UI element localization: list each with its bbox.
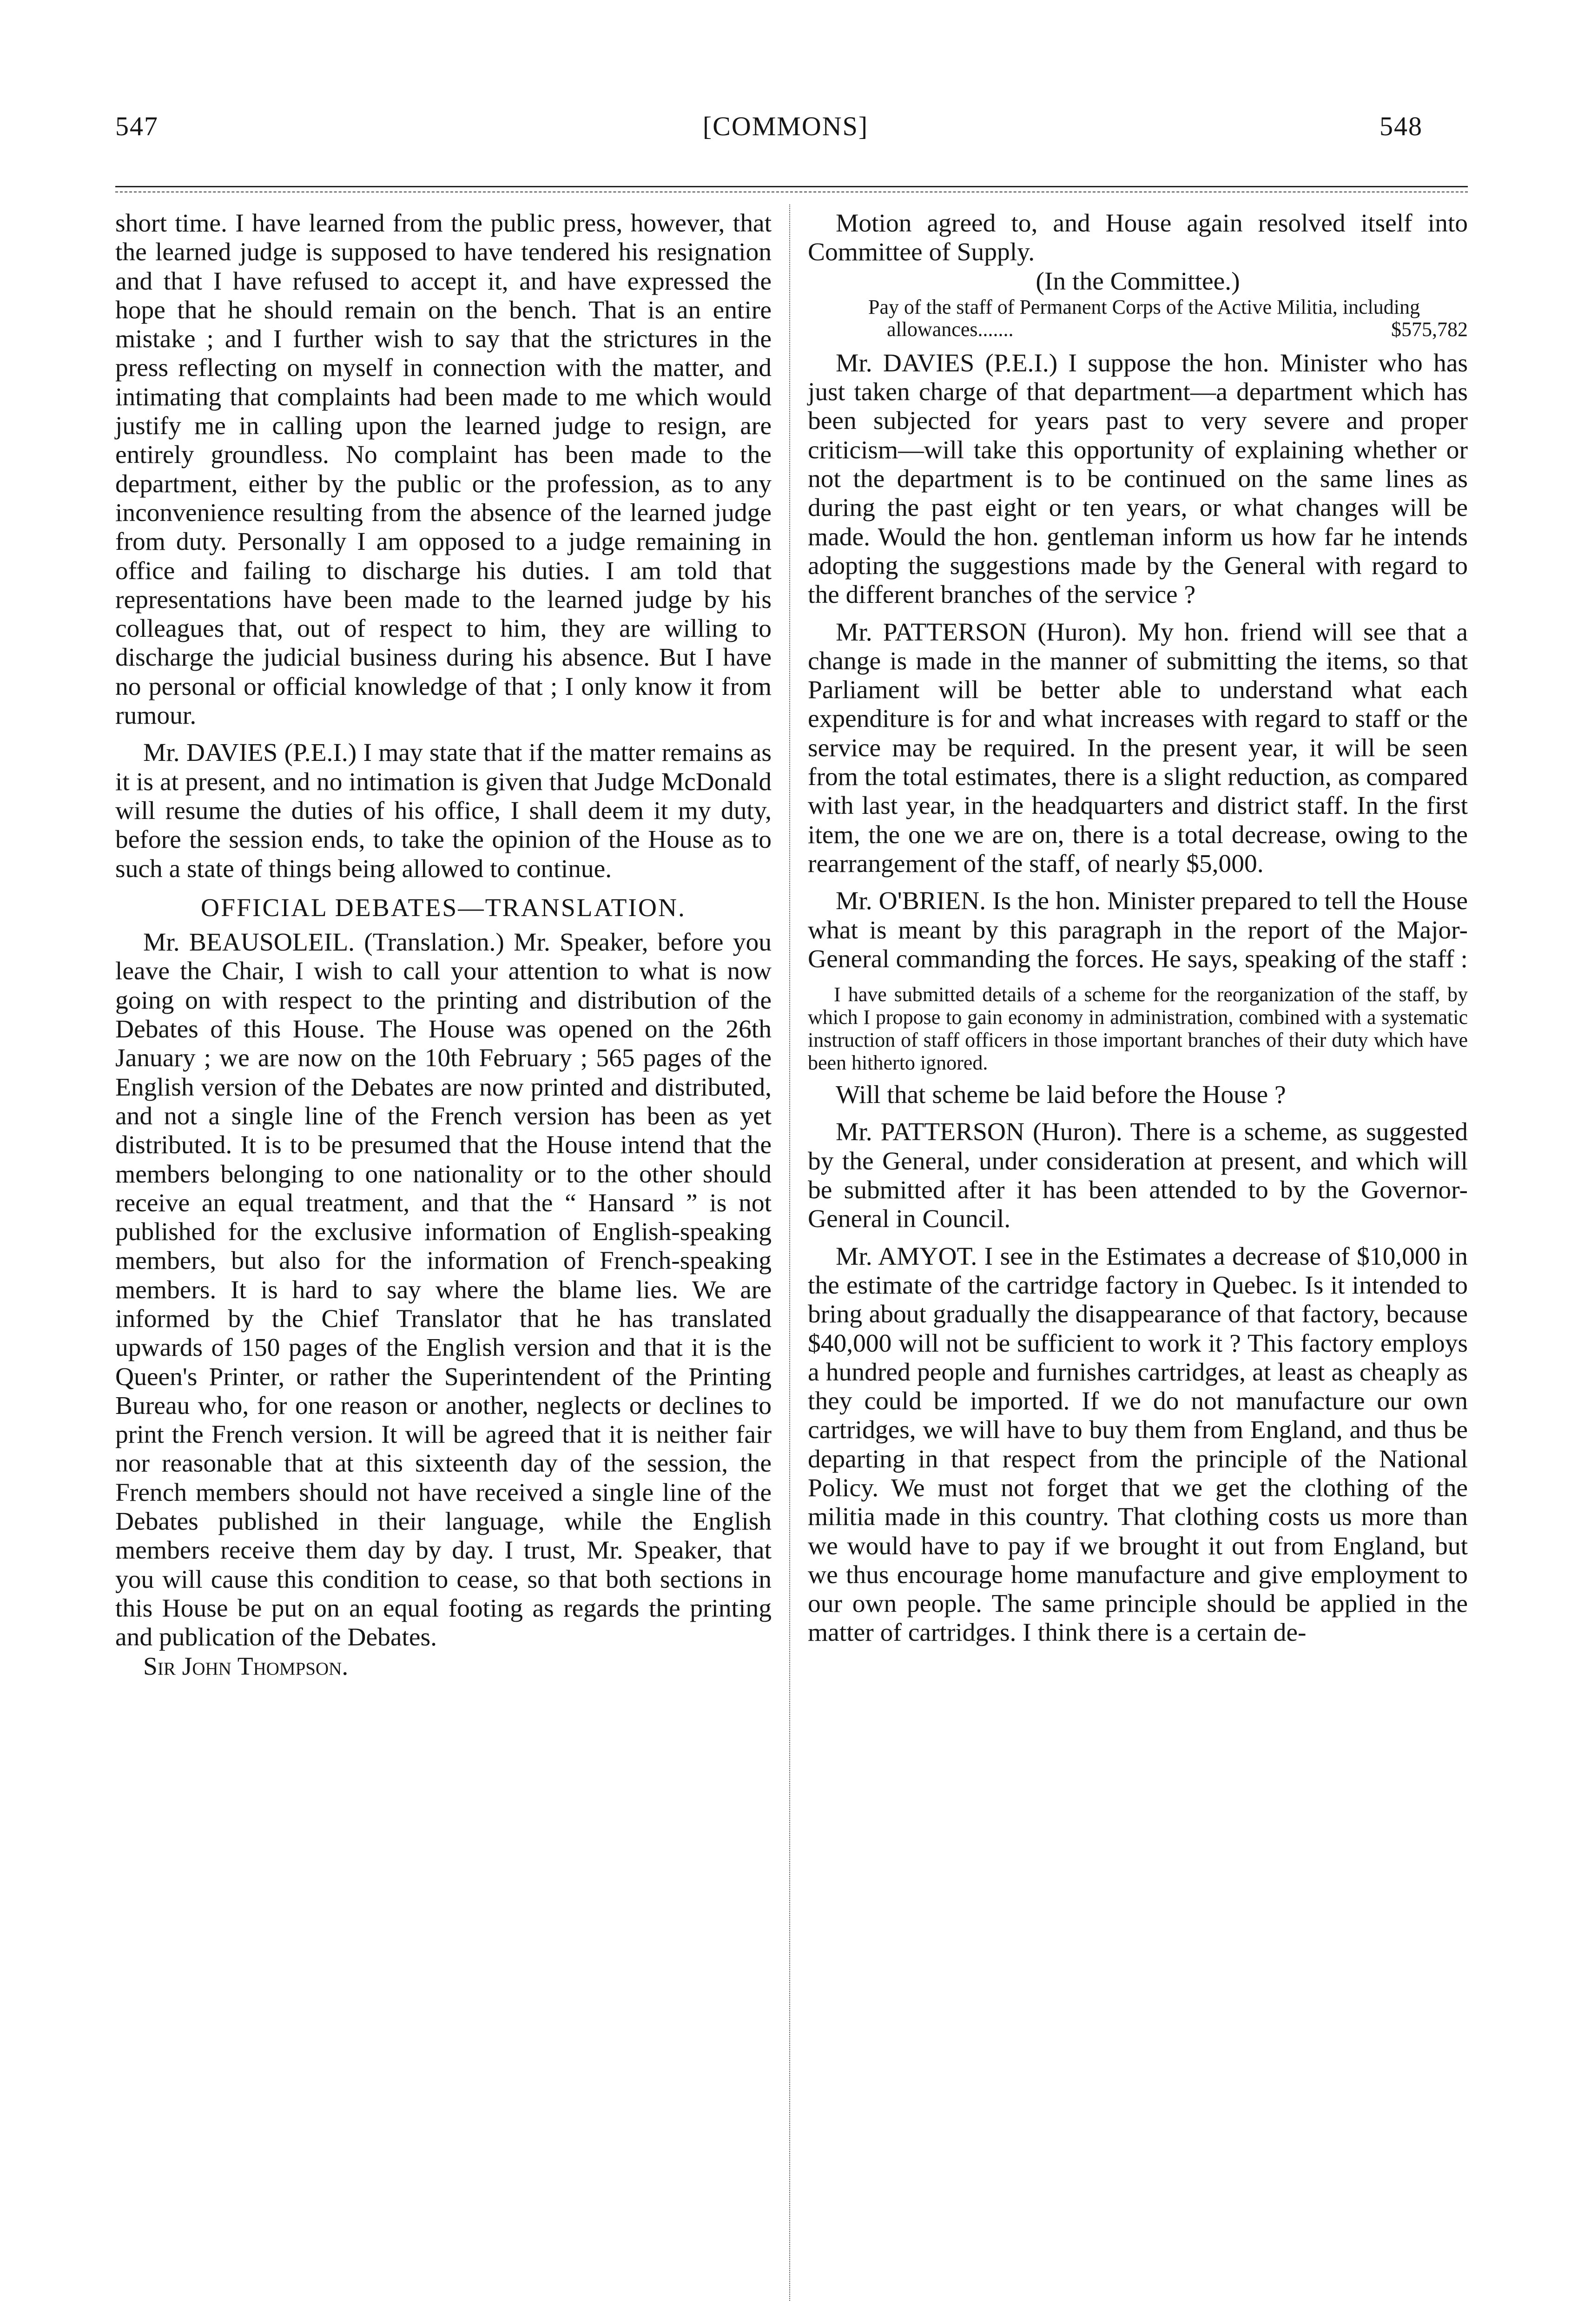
right-paragraph-3: Mr. PATTERSON (Huron). My hon. friend will see that a change is made in the manner of submitting the items, so that Parliament will be better able to understand what each expenditure is for and what increases with regard to staff or the service may be required. In the present year, it will be seen from the total estimates, there is a slight reduction, as compared with last year, in the headquarters and district staff. In the first item, the one we are on, there is a total decrease, owing to the rearrangement of the staff, of nearly $5,000. bbox=[808, 618, 1468, 878]
right-page-number: 548 bbox=[1380, 111, 1423, 141]
right-paragraph-1: Motion agreed to, and House again resolved itself into Committee of Supply. bbox=[808, 209, 1468, 267]
left-paragraph-1: short time. I have learned from the public press, however, that the learned judge is supposed to have tendered his resignation and that I have refused to accept it, and have expressed the hope that he should remain on the bench. That is an entire mistake ; and I further wish to say that the strictures in the press reflecting on myself in connection with the matter, and intimating that complaints had been made to me which would justify me in calling upon the learned judge to resign, are entirely groundless. No complaint has been made to the department, either by the public or the profession, as to any inconvenience resulting from the absence of the learned judge from duty. Personally I am opposed to a judge remaining in office and failing to discharge his duties. I am told that representations have been made to the learned judge by his colleagues that, out of respect to him, they are willing to discharge the judicial business during his absence. But I have no personal or official knowledge of that ; I only know it from rumour. bbox=[115, 209, 772, 730]
page-header bbox=[0, 111, 1571, 152]
right-paragraph-7: Mr. AMYOT. I see in the Estimates a decrease of $10,000 in the estimate of the cartridge factory in Quebec. Is it intended to bring about gradually the disappearance of that factory, because $40,000 will not be sufficient to work it ? This factory employs a hundred people and furnishes cartridges, at least as cheaply as they could be imported. If we do not manufacture our own cartridges, we will have to buy them from England, and thus be departing in that respect from the principle of the National Policy. We must not forget that we get the clothing of the militia made in this country. That clothing costs us more than we would have to pay if we brought it out from England, but we thus encourage home manufacture and give employment to our own people. The same principle should be applied in the matter of cartridges. I think there is a certain de- bbox=[808, 1242, 1468, 1647]
header-rule bbox=[115, 186, 1468, 187]
speaker-name: Sir John Thompson. bbox=[143, 1652, 349, 1681]
left-column bbox=[115, 209, 772, 1681]
right-paragraph-6: Mr. PATTERSON (Huron). There is a scheme, as suggested by the General, under consideration at present, and which will be submitted after it has been attended to by the Governor-General in Council. bbox=[808, 1118, 1468, 1234]
section-heading: OFFICIAL DEBATES—TRANSLATION. bbox=[201, 893, 686, 922]
estimate-amount: $575,782 bbox=[1391, 317, 1468, 341]
right-paragraph-2: Mr. DAVIES (P.E.I.) I suppose the hon. Minister who has just taken charge of that department—a department which has been subjected for years past to very severe and proper criticism—will take this opportunity of explaining whether or not the department is to be continued on the same lines as during the past eight or ten years, or what changes will be made. Would the hon. gentleman inform us how far he intends adopting the suggestions made by the General with regard to the different branches of the service ? bbox=[808, 349, 1468, 609]
right-paragraph-5: Will that scheme be laid before the House ? bbox=[836, 1081, 1286, 1109]
estimate-text: Pay of the staff of Permanent Corps of the Active Militia, including allowances....... bbox=[868, 295, 1420, 341]
committee-heading: (In the Committee.) bbox=[1036, 267, 1240, 296]
left-paragraph-2: Mr. DAVIES (P.E.I.) I may state that if the matter remains as it is at present, and no intimation is given that Judge McDonald will resume the duties of his office, I shall deem it my duty, before the session ends, to take the opinion of the House as to such a state of things being allowed to continue. bbox=[115, 739, 772, 883]
left-paragraph-3: Mr. BEAUSOLEIL. (Translation.) Mr. Speaker, before you leave the Chair, I wish to call your attention to what is now going on with respect to the printing and distribution of the Debates of this House. The House was opened on the 26th January ; we are now on the 10th February ; 565 pages of the English version of the Debates are now printed and distributed, and not a single line of the French version has been as yet distributed. It is to be presumed that the House intend that the members belonging to one nationality or to the other should receive an equal treatment, and that the “ Hansard ” is not published for the exclusive information of English-speaking members, but also for the information of French-speaking members. It is hard to say where the blame lies. We are informed by the Chief Translator that he has translated upwards of 150 pages of the English version and that it is the Queen's Printer, or rather the Superintendent of the Printing Bureau who, for one reason or another, neglects or declines to print the French version. It will be agreed that it is neither fair nor reasonable that at this sixteenth day of the session, the French members should not have received a single line of the Debates published in their language, while the English members receive them day by day. I trust, Mr. Speaker, that you will cause this condition to cease, so that both sections in this House be put on an equal footing as regards the printing and publication of the Debates. bbox=[115, 928, 772, 1652]
header-rule-dashed bbox=[115, 191, 1468, 192]
right-paragraph-4: Mr. O'BRIEN. Is the hon. Minister prepared to tell the House what is meant by this paragraph in the report of the Major-General commanding the forces. He says, speaking of the staff : bbox=[808, 887, 1468, 973]
report-quotation: I have submitted details of a scheme for the reorganization of the staff, by which I propose to gain economy in administration, combined with a systematic instruction of staff officers in those important branches of their duty which have been hitherto ignored. bbox=[808, 983, 1468, 1075]
estimate-item bbox=[868, 296, 1468, 341]
column-divider bbox=[789, 205, 790, 2301]
page-title: [COMMONS] bbox=[702, 111, 869, 141]
right-column bbox=[808, 209, 1468, 1648]
left-page-number: 547 bbox=[115, 111, 158, 141]
